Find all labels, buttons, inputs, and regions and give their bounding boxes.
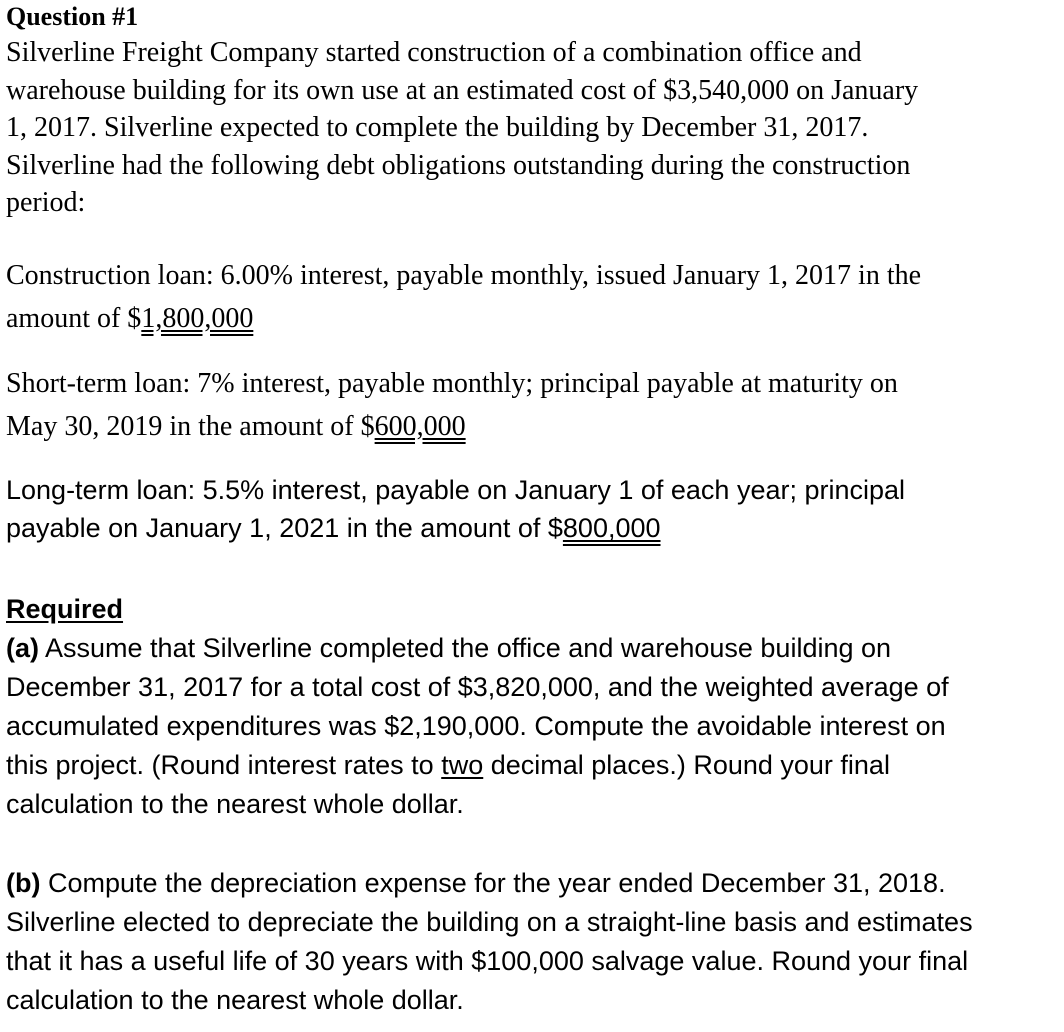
loan-amount-prefix: May 30, 2019 in the amount of $	[6, 411, 375, 442]
part-a-label: (a)	[6, 633, 39, 663]
loan-text: Short-term loan: 7% interest, payable monthly; principal payable at maturity on	[6, 368, 898, 399]
part-b-line	[6, 864, 973, 903]
question-title: Question #1	[6, 2, 139, 31]
part-b-line: calculation to the nearest whole dollar.	[6, 985, 464, 1015]
loan-amount: 1,800,000	[141, 303, 254, 334]
intro-line: Silverline had the following debt obligations outstanding during the construction	[6, 149, 911, 181]
part-b-label: (b)	[6, 868, 41, 898]
loan-amount: 600,000	[374, 411, 466, 442]
part-b-line: that it has a useful life of 30 years with $100,000 salvage value. Round your final	[6, 946, 969, 976]
part-a-text: decimal places.) Round your final	[483, 750, 890, 780]
required-section	[6, 590, 949, 824]
intro-line: 1, 2017. Silverline expected to complete the building by December 31, 2017.	[6, 112, 869, 143]
long-term-loan	[6, 471, 905, 547]
part-a-line: calculation to the nearest whole dollar.	[6, 789, 464, 819]
part-a-line: accumulated expenditures was $2,190,000. Compute the avoidable interest on	[6, 711, 946, 741]
part-a-text: this project. (Round interest rates to	[6, 750, 442, 780]
part-b-line: Silverline elected to depreciate the building on a straight-line basis and estimates	[6, 907, 973, 937]
intro-paragraph	[6, 34, 918, 222]
part-b-text: Compute the depreciation expense for the year ended December 31, 2018.	[40, 868, 946, 898]
intro-line: warehouse building for its own use at an estimated cost of $3,540,000 on January	[6, 74, 919, 106]
intro-line: Silverline Freight Company started construction of a combination office and	[6, 37, 862, 68]
loan-text: Construction loan: 6.00% interest, payable monthly, issued January 1, 2017 in the	[6, 260, 922, 291]
part-a-line: December 31, 2017 for a total cost of $3,820,000, and the weighted average of	[6, 672, 949, 702]
part-a-line	[6, 746, 949, 785]
loan-amount-prefix: amount of $	[6, 303, 142, 334]
construction-loan	[6, 254, 921, 340]
emphasis-two: two	[441, 750, 484, 780]
intro-line: period:	[6, 187, 86, 218]
required-heading: Required	[6, 594, 124, 624]
loan-text	[6, 509, 905, 547]
short-term-loan	[6, 362, 898, 448]
loan-text	[6, 405, 898, 448]
part-a-text: Assume that Silverline completed the office and warehouse building on	[39, 633, 892, 663]
loan-amount: 800,000	[562, 513, 661, 543]
part-b-section	[6, 864, 973, 1020]
loan-amount-prefix: payable on January 1, 2021 in the amount of $	[6, 513, 563, 543]
part-a-line	[6, 629, 949, 668]
loan-text: Long-term loan: 5.5% interest, payable on January 1 of each year; principal	[6, 475, 906, 505]
loan-text	[6, 297, 921, 340]
